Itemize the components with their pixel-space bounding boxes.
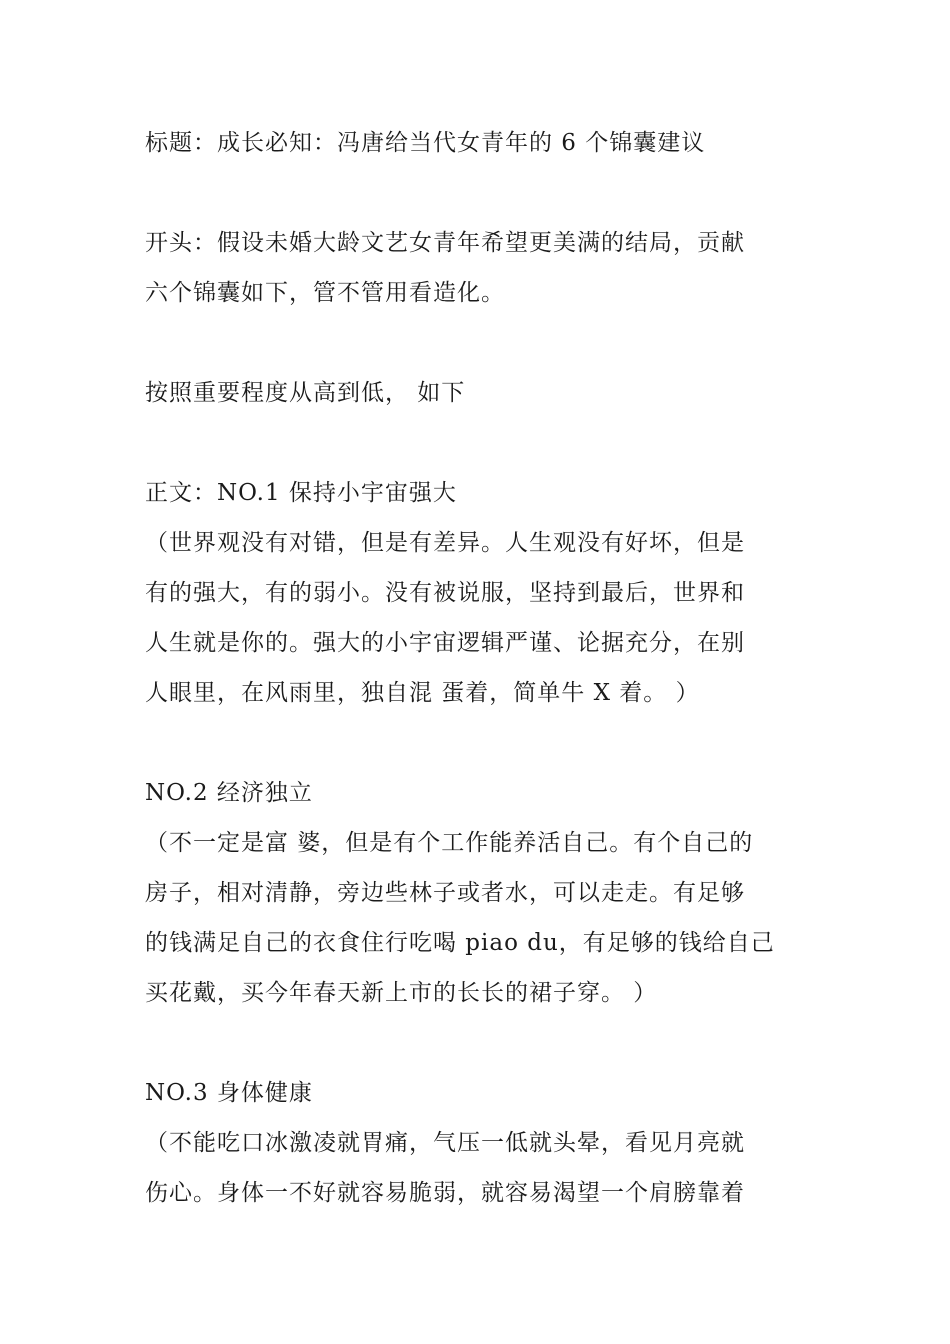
section-body-line: （世界观没有对错，但是有差异。人生观没有好坏，但是 — [145, 530, 745, 556]
document-body — [145, 118, 815, 1218]
section-body-line: 人眼里，在风雨里，独自混 蛋着，简单牛 X 着。 ） — [145, 680, 700, 706]
section-no2 — [145, 768, 815, 1018]
section-body-line: 房子，相对清静，旁边些林子或者水，可以走走。有足够 — [145, 880, 745, 906]
intro-line: 开头：假设未婚大龄文艺女青年希望更美满的结局，贡献 — [145, 230, 745, 256]
section-body-line: （不一定是富 婆，但是有个工作能养活自己。有个自己的 — [145, 830, 754, 856]
paragraph-gap — [145, 318, 815, 368]
section-body-line: （不能吃口冰激凌就胃痛，气压一低就头晕，看见月亮就 — [145, 1130, 745, 1156]
order-note: 按照重要程度从高到低， 如下 — [145, 380, 466, 406]
section-heading: 正文：NO.1 保持小宇宙强大 — [145, 480, 457, 506]
section-body-line: 的钱满足自己的衣食住行吃喝 piao du，有足够的钱给自己 — [145, 930, 775, 956]
paragraph-gap — [145, 1018, 815, 1068]
paragraph-gap — [145, 168, 815, 218]
section-body-line: 有的强大，有的弱小。没有被说服，坚持到最后，世界和 — [145, 580, 745, 606]
paragraph-gap — [145, 418, 815, 468]
title-line: 标题：成长必知：冯唐给当代女青年的 6 个锦囊建议 — [145, 130, 706, 156]
section-heading: NO.2 经济独立 — [145, 780, 313, 806]
paragraph-gap — [145, 718, 815, 768]
section-body-line: 买花戴，买今年春天新上市的长长的裙子穿。 ） — [145, 980, 658, 1006]
section-no1 — [145, 468, 815, 718]
intro-line: 六个锦囊如下，管不管用看造化。 — [145, 280, 505, 306]
section-heading: NO.3 身体健康 — [145, 1080, 313, 1106]
section-body-line: 伤心。身体一不好就容易脆弱，就容易渴望一个肩膀靠着 — [145, 1180, 745, 1206]
section-no3 — [145, 1068, 815, 1218]
section-body-line: 人生就是你的。强大的小宇宙逻辑严谨、论据充分，在别 — [145, 630, 745, 656]
